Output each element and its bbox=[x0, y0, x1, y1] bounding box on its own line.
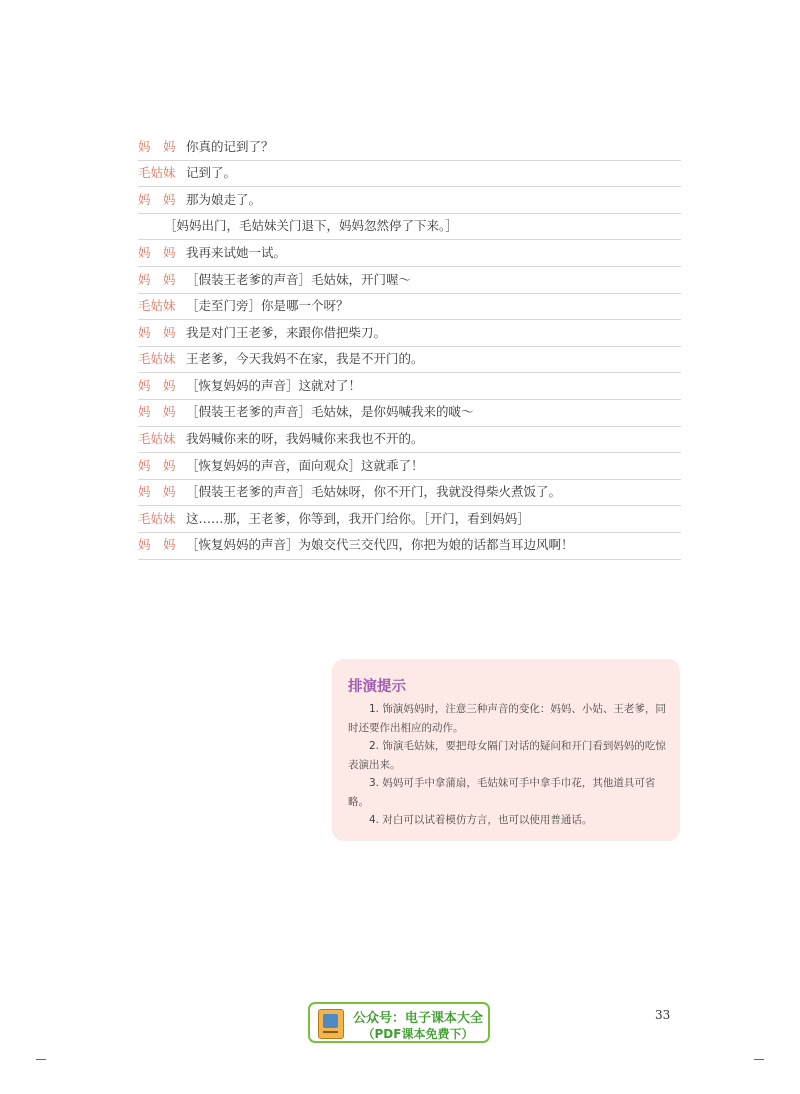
line-text: 你真的记到了？ bbox=[186, 138, 274, 154]
line-text: ［假装王老爹的声音］毛姑妹呀，你不开门，我就没得柴火煮饭了。 bbox=[186, 484, 562, 500]
script-line bbox=[138, 294, 681, 321]
line-text: ［走至门旁］你是哪一个呀？ bbox=[186, 298, 349, 314]
speaker-name: 妈 妈 bbox=[138, 324, 176, 340]
rehearsal-tips-box bbox=[332, 659, 680, 841]
script-line bbox=[138, 506, 681, 533]
script-dialogue bbox=[138, 134, 681, 560]
line-text: 我是对门王老爹，来跟你借把柴刀。 bbox=[186, 324, 387, 340]
script-line bbox=[138, 480, 681, 507]
stage-direction: ［妈妈出门，毛姑妹关门退下，妈妈忽然停了下来。］ bbox=[164, 218, 458, 234]
line-text: ［恢复妈妈的声音］这就对了！ bbox=[186, 377, 362, 393]
tip-item: 3. 妈妈可手中拿蒲扇，毛姑妹可手中拿手巾花，其他道具可省略。 bbox=[348, 777, 656, 808]
speaker-name: 妈 妈 bbox=[138, 457, 176, 473]
speaker-name: 妈 妈 bbox=[138, 404, 176, 420]
speaker-name: 妈 妈 bbox=[138, 484, 176, 500]
page-number: 33 bbox=[655, 1008, 671, 1022]
tip-item: 4. 对白可以试着模仿方言，也可以使用普通话。 bbox=[369, 814, 593, 826]
script-line bbox=[138, 320, 681, 347]
book-icon bbox=[318, 1009, 344, 1039]
tip-item: 1. 饰演妈妈时，注意三种声音的变化：妈妈、小姑、王老爹，同时还要作出相应的动作。 bbox=[348, 703, 666, 734]
script-line bbox=[138, 187, 681, 214]
speaker-name: 毛姑妹 bbox=[138, 351, 176, 367]
line-text: 我妈喊你来的呀，我妈喊你来我也不开的。 bbox=[186, 431, 424, 447]
speaker-name: 毛姑妹 bbox=[138, 298, 176, 314]
script-line bbox=[138, 453, 681, 480]
crop-mark-left bbox=[36, 1059, 46, 1060]
script-line bbox=[138, 400, 681, 427]
line-text: ［恢复妈妈的声音］为娘交代三交代四，你把为娘的话都当耳边风啊！ bbox=[186, 537, 574, 553]
line-text: 记到了。 bbox=[186, 165, 237, 181]
script-line bbox=[138, 134, 681, 161]
line-text: 那为娘走了。 bbox=[186, 191, 262, 207]
tips-list bbox=[348, 700, 670, 830]
script-line bbox=[138, 214, 681, 241]
script-line bbox=[138, 347, 681, 374]
line-text: ［假装王老爹的声音］毛姑妹，是你妈喊我来的啵～ bbox=[186, 404, 474, 420]
tip-item: 2. 饰演毛姑妹，要把母女隔门对话的疑问和开门看到妈妈的吃惊表演出来。 bbox=[348, 740, 666, 771]
line-text: 王老爹，今天我妈不在家，我是不开门的。 bbox=[186, 351, 424, 367]
speaker-name: 妈 妈 bbox=[138, 271, 176, 287]
script-line bbox=[138, 267, 681, 294]
line-text: ［恢复妈妈的声音，面向观众］这就乖了！ bbox=[186, 457, 424, 473]
line-text: 这……那，王老爹，你等到，我开门给你。［开门，看到妈妈］ bbox=[186, 510, 530, 526]
speaker-name: 妈 妈 bbox=[138, 138, 176, 154]
script-line bbox=[138, 373, 681, 400]
tips-title: 排演提示 bbox=[348, 679, 406, 695]
line-text: 我再来试她一试。 bbox=[186, 244, 287, 260]
script-line bbox=[138, 240, 681, 267]
script-line bbox=[138, 427, 681, 454]
watermark-stamp bbox=[308, 1002, 490, 1043]
speaker-name: 妈 妈 bbox=[138, 244, 176, 260]
watermark-line2: （PDF课本免费下） bbox=[362, 1027, 474, 1041]
line-text: ［假装王老爹的声音］毛姑妹，开门喔～ bbox=[186, 271, 412, 287]
speaker-name: 毛姑妹 bbox=[138, 510, 176, 526]
script-line bbox=[138, 161, 681, 188]
crop-mark-right bbox=[754, 1059, 764, 1060]
speaker-name: 妈 妈 bbox=[138, 537, 176, 553]
script-line bbox=[138, 533, 681, 560]
speaker-name: 妈 妈 bbox=[138, 377, 176, 393]
speaker-name: 妈 妈 bbox=[138, 191, 176, 207]
speaker-name: 毛姑妹 bbox=[138, 165, 176, 181]
watermark-line1: 公众号：电子课本大全 bbox=[352, 1011, 483, 1026]
speaker-name: 毛姑妹 bbox=[138, 431, 176, 447]
